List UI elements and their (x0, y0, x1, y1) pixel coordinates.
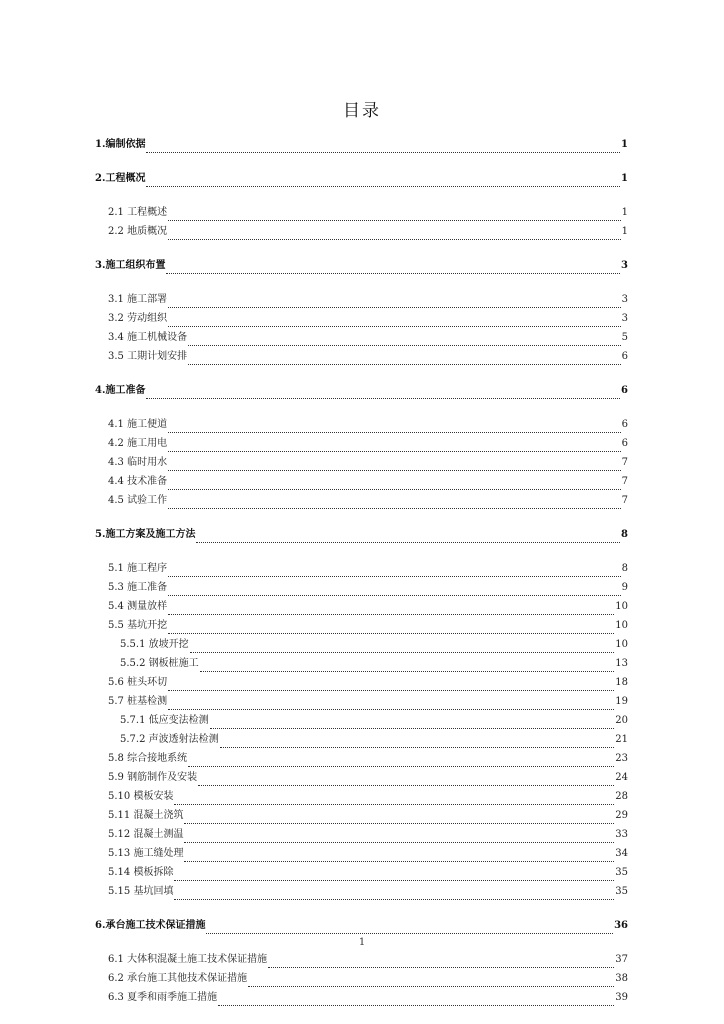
dot-leader (220, 735, 615, 748)
dot-leader (168, 420, 621, 433)
toc-section-entry[interactable] (108, 311, 628, 327)
toc-entry-page-number: 38 (615, 973, 628, 984)
toc-entry-page-number: 3 (621, 313, 628, 324)
toc-subsection-entry[interactable] (120, 656, 628, 672)
toc-entry-label: 4.2 施工用电 (108, 438, 168, 449)
toc-entry-label: 6.3 夏季和雨季施工措施 (108, 992, 218, 1003)
toc-entry-page-number: 33 (615, 829, 628, 840)
dot-leader (168, 458, 621, 471)
dot-leader (168, 602, 614, 615)
toc-entry-label: 5.4 测量放样 (108, 601, 168, 612)
toc-entry-page-number: 7 (621, 495, 628, 506)
toc-section-entry[interactable] (108, 808, 628, 824)
dot-leader (168, 621, 614, 634)
toc-chapter-entry[interactable] (95, 171, 628, 187)
toc-entry-label: 4.3 临时用水 (108, 457, 168, 468)
toc-section-entry[interactable] (108, 292, 628, 308)
toc-entry-page-number: 3 (621, 294, 628, 305)
toc-entry-page-number: 5 (621, 332, 628, 343)
toc-entry-page-number: 1 (621, 173, 628, 184)
toc-entry-page-number: 20 (615, 715, 628, 726)
toc-section-entry[interactable] (108, 884, 628, 900)
toc-section-entry[interactable] (108, 224, 628, 240)
toc-entry-label: 5.10 模板安装 (108, 791, 174, 802)
toc-entry-page-number: 39 (615, 992, 628, 1003)
dot-leader (168, 439, 621, 452)
toc-entry-label: 5.5 基坑开挖 (108, 620, 168, 631)
toc-section-entry[interactable] (108, 865, 628, 881)
toc-entry-page-number: 9 (621, 582, 628, 593)
toc-section-entry[interactable] (108, 599, 628, 615)
dot-leader (168, 314, 621, 327)
dot-leader (166, 261, 620, 274)
toc-entry-label: 5.9 钢筋制作及安装 (108, 772, 198, 783)
toc-section-entry[interactable] (108, 990, 628, 1006)
toc-entry-label: 6.1 大体积混凝土施工技术保证措施 (108, 954, 268, 965)
toc-section-entry[interactable] (108, 417, 628, 433)
toc-entry-label: 6.承台施工技术保证措施 (95, 920, 206, 931)
toc-section-entry[interactable] (108, 580, 628, 596)
toc-entry-label: 5.7 桩基检测 (108, 696, 168, 707)
dot-leader (174, 887, 614, 900)
dot-leader (198, 773, 614, 786)
toc-entry-page-number: 28 (615, 791, 628, 802)
toc-entry-label: 4.4 技术准备 (108, 476, 168, 487)
toc-entry-label: 5.15 基坑回填 (108, 886, 174, 897)
toc-subsection-entry[interactable] (120, 637, 628, 653)
toc-entry-label: 5.7.1 低应变法检测 (120, 715, 209, 726)
toc-chapter-entry[interactable] (95, 137, 628, 153)
dot-leader (168, 564, 621, 577)
dot-leader (200, 659, 615, 672)
toc-entry-page-number: 6 (621, 385, 628, 396)
toc-entry-label: 5.13 施工缝处理 (108, 848, 184, 859)
toc-entry-page-number: 13 (615, 658, 628, 669)
toc-entry-page-number: 37 (615, 954, 628, 965)
toc-entry-page-number: 18 (615, 677, 628, 688)
dot-leader (206, 921, 613, 934)
dot-leader (168, 208, 621, 221)
toc-entry-page-number: 6 (621, 419, 628, 430)
toc-section-entry[interactable] (108, 952, 628, 968)
dot-leader (196, 530, 620, 543)
toc-entry-page-number: 10 (615, 601, 628, 612)
toc-entry-label: 3.5 工期计划安排 (108, 351, 188, 362)
toc-section-entry[interactable] (108, 751, 628, 767)
toc-chapter-entry[interactable] (95, 918, 628, 934)
toc-section-entry[interactable] (108, 971, 628, 987)
toc-entry-page-number: 21 (615, 734, 628, 745)
dot-leader (210, 716, 615, 729)
toc-entry-page-number: 36 (614, 920, 628, 931)
dot-leader (168, 477, 621, 490)
dot-leader (188, 754, 614, 767)
dot-leader (268, 955, 614, 968)
toc-entry-page-number: 35 (615, 886, 628, 897)
toc-section-entry[interactable] (108, 561, 628, 577)
toc-entry-page-number: 8 (621, 529, 628, 540)
toc-entry-label: 5.5.1 放坡开挖 (120, 639, 189, 650)
toc-entry-label: 3.2 劳动组织 (108, 313, 168, 324)
toc-entry-label: 5.7.2 声波透射法检测 (120, 734, 219, 745)
toc-chapter-entry[interactable] (95, 258, 628, 274)
toc-entry-label: 5.11 混凝土浇筑 (108, 810, 184, 821)
toc-section-entry[interactable] (108, 493, 628, 509)
toc-entry-page-number: 7 (621, 476, 628, 487)
toc-entry-label: 5.3 施工准备 (108, 582, 168, 593)
toc-title: 目录 (343, 101, 381, 121)
dot-leader (190, 640, 615, 653)
toc-section-entry[interactable] (108, 618, 628, 634)
toc-entry-page-number: 7 (621, 457, 628, 468)
toc-entry-label: 2.2 地质概况 (108, 226, 168, 237)
toc-entry-page-number: 29 (615, 810, 628, 821)
toc-chapter-entry[interactable] (95, 383, 628, 399)
dot-leader (168, 583, 621, 596)
toc-entry-label: 2.工程概况 (95, 173, 146, 184)
toc-entry-label: 1.编制依据 (95, 139, 146, 150)
toc-entry-page-number: 1 (621, 207, 628, 218)
toc-section-entry[interactable] (108, 330, 628, 346)
toc-entry-page-number: 6 (621, 438, 628, 449)
toc-entry-label: 4.5 试验工作 (108, 495, 168, 506)
toc-section-entry[interactable] (108, 455, 628, 471)
dot-leader (188, 333, 621, 346)
toc-section-entry[interactable] (108, 349, 628, 365)
dot-leader (174, 868, 614, 881)
dot-leader (168, 697, 614, 710)
toc-section-entry[interactable] (108, 675, 628, 691)
toc-entry-label: 5.8 综合接地系统 (108, 753, 188, 764)
toc-chapter-entry[interactable] (95, 527, 628, 543)
dot-leader (168, 496, 621, 509)
toc-entry-page-number: 35 (615, 867, 628, 878)
dot-leader (168, 678, 614, 691)
dot-leader (218, 993, 614, 1006)
dot-leader (248, 974, 614, 987)
toc-entry-label: 5.5.2 钢板桩施工 (120, 658, 199, 669)
dot-leader (146, 140, 620, 153)
toc-entry-label: 2.1 工程概述 (108, 207, 168, 218)
toc-entry-page-number: 10 (615, 639, 628, 650)
dot-leader (184, 811, 614, 824)
toc-entry-page-number: 8 (621, 563, 628, 574)
page-number: 1 (358, 937, 366, 948)
toc-section-entry[interactable] (108, 827, 628, 843)
toc-entry-page-number: 1 (621, 139, 628, 150)
dot-leader (168, 295, 621, 308)
toc-section-entry[interactable] (108, 694, 628, 710)
dot-leader (184, 849, 614, 862)
dot-leader (168, 227, 621, 240)
toc-entry-page-number: 19 (615, 696, 628, 707)
toc-section-entry[interactable] (108, 436, 628, 452)
dot-leader (146, 174, 620, 187)
toc-section-entry[interactable] (108, 770, 628, 786)
toc-entry-label: 3.4 施工机械设备 (108, 332, 188, 343)
toc-entry-label: 4.施工准备 (95, 385, 146, 396)
toc-entry-page-number: 24 (615, 772, 628, 783)
dot-leader (146, 386, 620, 399)
toc-entry-label: 3.1 施工部署 (108, 294, 168, 305)
toc-entry-label: 3.施工组织布置 (95, 260, 166, 271)
toc-entry-label: 4.1 施工便道 (108, 419, 168, 430)
toc-entry-label: 5.施工方案及施工方法 (95, 529, 196, 540)
dot-leader (174, 792, 614, 805)
toc-entry-page-number: 3 (621, 260, 628, 271)
toc-entry-label: 6.2 承台施工其他技术保证措施 (108, 973, 248, 984)
toc-entry-page-number: 23 (615, 753, 628, 764)
toc-section-entry[interactable] (108, 846, 628, 862)
toc-subsection-entry[interactable] (120, 713, 628, 729)
toc-entry-page-number: 10 (615, 620, 628, 631)
toc-section-entry[interactable] (108, 474, 628, 490)
toc-section-entry[interactable] (108, 789, 628, 805)
toc-subsection-entry[interactable] (120, 732, 628, 748)
toc-entry-page-number: 1 (621, 226, 628, 237)
dot-leader (184, 830, 614, 843)
toc-section-entry[interactable] (108, 205, 628, 221)
toc-entry-page-number: 6 (621, 351, 628, 362)
toc-entry-label: 5.1 施工程序 (108, 563, 168, 574)
toc-entry-label: 5.6 桩头环切 (108, 677, 168, 688)
toc-entry-label: 5.14 模板拆除 (108, 867, 174, 878)
dot-leader (188, 352, 621, 365)
toc-entry-page-number: 34 (615, 848, 628, 859)
toc-entry-label: 5.12 混凝土测温 (108, 829, 184, 840)
